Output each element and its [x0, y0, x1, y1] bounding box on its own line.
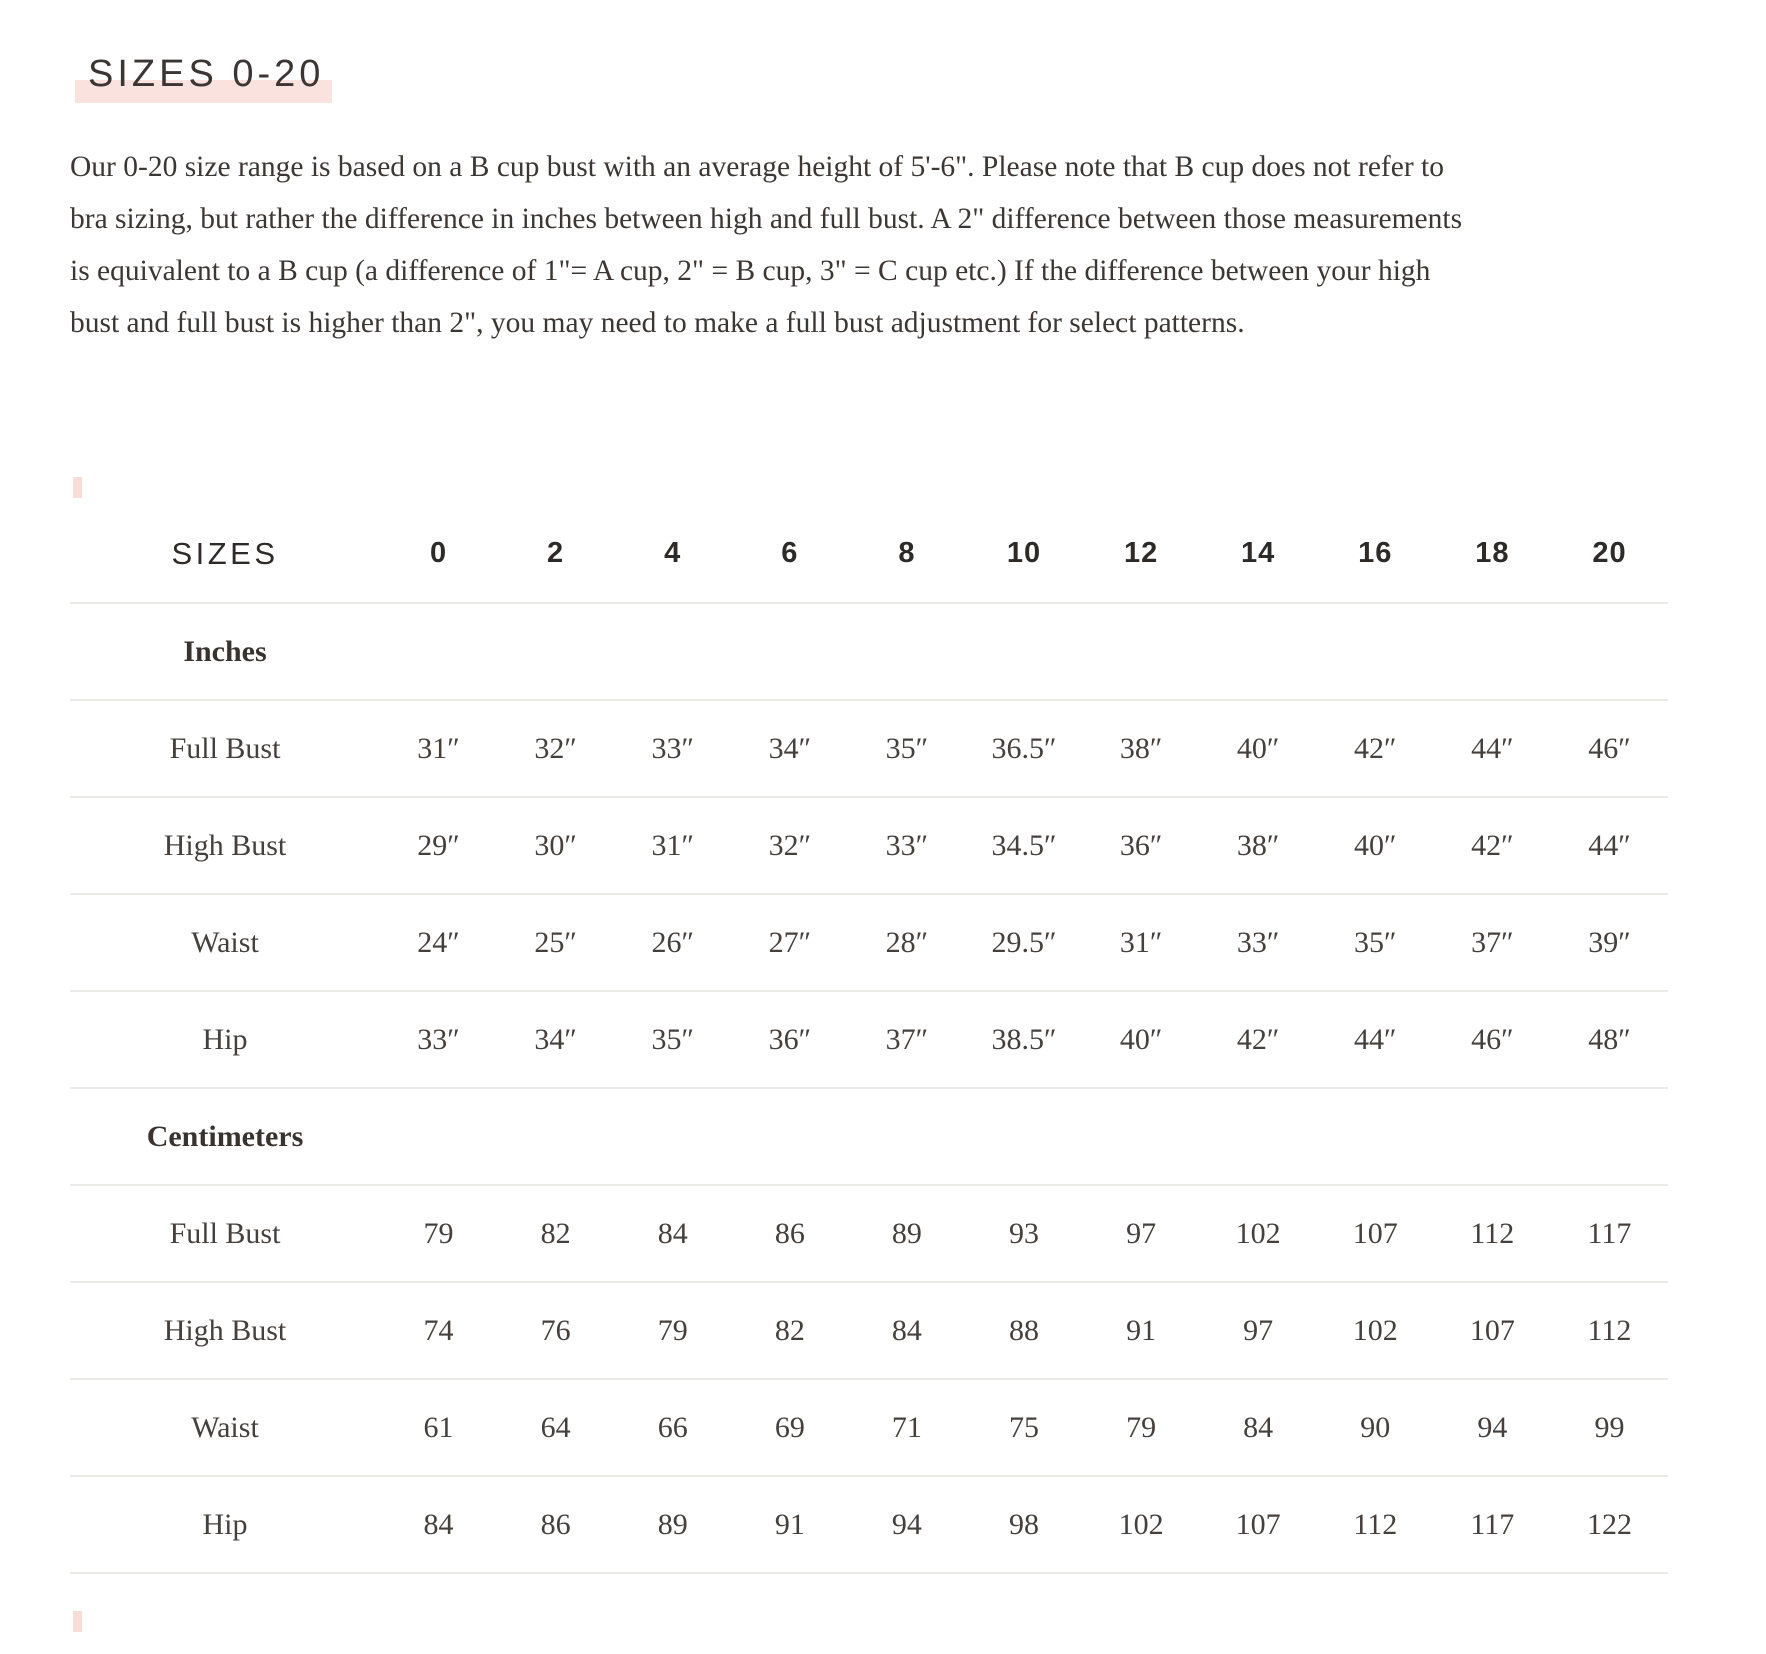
measurement-label: High Bust [163, 828, 287, 862]
empty-cell [848, 604, 965, 699]
measurement-label: Hip [202, 1507, 248, 1541]
measurement-label: Waist [191, 1410, 259, 1444]
measurement-value: 48″ [1588, 1022, 1631, 1056]
measurement-value: 31″ [651, 828, 694, 862]
measurement-value: 34″ [534, 1022, 577, 1056]
measurement-value: 39″ [1588, 925, 1631, 959]
measurement-value: 29.5″ [991, 925, 1057, 959]
measurement-value: 36.5″ [991, 731, 1057, 765]
measurement-value: 28″ [885, 925, 929, 959]
page-title-text: SIZES 0-20 [88, 53, 325, 96]
decorative-pink-mark-bottom [73, 1611, 82, 1632]
measurement-value: 66 [657, 1410, 688, 1444]
measurement-value: 69 [774, 1410, 805, 1444]
measurement-value: 117 [1587, 1216, 1632, 1250]
measurement-value: 122 [1586, 1507, 1632, 1541]
measurement-value: 112 [1470, 1216, 1515, 1250]
measurement-row [70, 798, 1668, 895]
measurement-value: 36″ [1119, 828, 1163, 862]
size-column-header: 20 [1592, 537, 1627, 569]
measurement-value: 35″ [651, 1022, 694, 1056]
empty-cell [497, 604, 614, 699]
empty-cell [380, 604, 497, 699]
measurement-value: 38.5″ [991, 1022, 1057, 1056]
measurement-value: 42″ [1354, 731, 1397, 765]
empty-cell [1200, 1089, 1317, 1184]
empty-cell [614, 1089, 731, 1184]
empty-cell [614, 604, 731, 699]
measurement-value: 64 [540, 1410, 571, 1444]
empty-cell [1551, 604, 1668, 699]
measurement-value: 84 [1243, 1410, 1274, 1444]
measurement-row [70, 992, 1668, 1089]
measurement-value: 33″ [1236, 925, 1280, 959]
size-column-header: 2 [547, 537, 565, 569]
measurement-value: 26″ [651, 925, 694, 959]
measurement-value: 76 [540, 1313, 571, 1347]
measurement-value: 40″ [1236, 731, 1280, 765]
measurement-value: 84 [423, 1507, 454, 1541]
measurement-value: 91 [1126, 1313, 1157, 1347]
size-column-header: 16 [1358, 537, 1393, 569]
measurement-value: 33″ [885, 828, 929, 862]
measurement-value: 34″ [768, 731, 812, 765]
measurement-value: 38″ [1236, 828, 1280, 862]
measurement-value: 35″ [1354, 925, 1397, 959]
measurement-value: 86 [540, 1507, 571, 1541]
measurement-value: 107 [1352, 1216, 1398, 1250]
measurement-value: 31″ [1119, 925, 1163, 959]
unit-section-label: Centimeters [146, 1119, 304, 1153]
measurement-row [70, 701, 1668, 798]
empty-cell [1317, 604, 1434, 699]
measurement-value: 61 [423, 1410, 454, 1444]
measurement-value: 27″ [768, 925, 812, 959]
measurement-value: 102 [1352, 1313, 1398, 1347]
measurement-value: 44″ [1354, 1022, 1397, 1056]
size-table [70, 505, 1668, 1574]
measurement-value: 97 [1126, 1216, 1157, 1250]
size-column-header: 0 [429, 537, 448, 569]
unit-section-row [70, 604, 1668, 701]
empty-cell [380, 1089, 497, 1184]
measurement-value: 30″ [534, 828, 577, 862]
empty-cell [731, 1089, 848, 1184]
table-header-row [70, 505, 1668, 604]
measurement-value: 33″ [651, 731, 694, 765]
measurement-value: 98 [1008, 1507, 1039, 1541]
measurement-value: 94 [891, 1507, 922, 1541]
measurement-value: 93 [1008, 1216, 1039, 1250]
empty-cell [1551, 1089, 1668, 1184]
measurement-value: 42″ [1236, 1022, 1280, 1056]
measurement-value: 112 [1353, 1507, 1398, 1541]
measurement-value: 74 [423, 1313, 454, 1347]
empty-cell [1083, 1089, 1200, 1184]
measurement-value: 32″ [768, 828, 812, 862]
measurement-value: 40″ [1119, 1022, 1163, 1056]
size-column-header: 4 [664, 537, 682, 569]
measurement-value: 75 [1008, 1410, 1039, 1444]
measurement-value: 99 [1594, 1410, 1625, 1444]
measurement-label: Waist [191, 925, 259, 959]
empty-cell [1200, 604, 1317, 699]
measurement-value: 82 [540, 1216, 571, 1250]
empty-cell [731, 604, 848, 699]
empty-cell [965, 604, 1082, 699]
measurement-value: 102 [1235, 1216, 1281, 1250]
size-column-header: 6 [781, 537, 799, 569]
size-column-header: 10 [1006, 537, 1042, 569]
empty-cell [848, 1089, 965, 1184]
measurement-value: 89 [657, 1507, 688, 1541]
measurement-value: 46″ [1588, 731, 1631, 765]
measurement-value: 46″ [1471, 1022, 1514, 1056]
measurement-value: 107 [1469, 1313, 1515, 1347]
size-column-header: 8 [898, 537, 916, 569]
size-column-header: 12 [1123, 537, 1159, 569]
measurement-value: 88 [1008, 1313, 1039, 1347]
measurement-value: 37″ [1471, 925, 1514, 959]
empty-cell [1434, 1089, 1551, 1184]
measurement-value: 37″ [885, 1022, 929, 1056]
measurement-value: 25″ [534, 925, 577, 959]
measurement-value: 71 [891, 1410, 922, 1444]
measurement-value: 84 [891, 1313, 922, 1347]
measurement-value: 94 [1477, 1410, 1508, 1444]
page-title [88, 53, 324, 96]
empty-cell [1083, 604, 1200, 699]
unit-section-row [70, 1089, 1668, 1186]
measurement-value: 33″ [417, 1022, 460, 1056]
empty-cell [965, 1089, 1082, 1184]
unit-section-label: Inches [183, 634, 267, 668]
empty-cell [1434, 604, 1551, 699]
empty-cell [1317, 1089, 1434, 1184]
measurement-value: 36″ [768, 1022, 812, 1056]
measurement-value: 97 [1243, 1313, 1274, 1347]
size-column-header: 18 [1475, 537, 1510, 569]
measurement-row [70, 1283, 1668, 1380]
measurement-row [70, 1380, 1668, 1477]
measurement-label: Full Bust [169, 1216, 281, 1250]
measurement-value: 44″ [1588, 828, 1631, 862]
measurement-value: 79 [657, 1313, 688, 1347]
table-header-sizes: SIZES [171, 535, 279, 571]
measurement-row [70, 1477, 1668, 1574]
measurement-label: High Bust [163, 1313, 287, 1347]
measurement-value: 32″ [534, 731, 577, 765]
measurement-value: 24″ [417, 925, 460, 959]
empty-cell [497, 1089, 614, 1184]
measurement-label: Full Bust [169, 731, 281, 765]
measurement-value: 31″ [417, 731, 460, 765]
measurement-value: 38″ [1119, 731, 1163, 765]
measurement-value: 35″ [885, 731, 929, 765]
measurement-value: 40″ [1354, 828, 1397, 862]
measurement-value: 84 [657, 1216, 688, 1250]
measurement-value: 44″ [1471, 731, 1514, 765]
measurement-value: 112 [1587, 1313, 1632, 1347]
measurement-value: 117 [1470, 1507, 1515, 1541]
measurement-value: 86 [774, 1216, 805, 1250]
decorative-pink-mark-top [73, 477, 82, 498]
size-column-header: 14 [1241, 537, 1276, 569]
measurement-row [70, 1186, 1668, 1283]
measurement-value: 91 [774, 1507, 805, 1541]
measurement-value: 82 [774, 1313, 805, 1347]
measurement-value: 90 [1360, 1410, 1391, 1444]
measurement-value: 102 [1118, 1507, 1164, 1541]
measurement-value: 107 [1235, 1507, 1281, 1541]
measurement-value: 79 [1126, 1410, 1157, 1444]
measurement-value: 34.5″ [991, 828, 1057, 862]
intro-paragraph: Our 0-20 size range is based on a B cup bust with an average height of 5'-6". Please note that B cup does not refer to bra sizing, but rather the difference in inches between high and full bust. A 2" difference between those measurements is equivalent to a B cup (a difference of 1"= A cup, 2" = B cup, 3" = C cup etc.) If the difference between your high bust and full bust is higher than 2", you may need to make a full bust adjustment for select patterns. [70, 150, 1463, 339]
measurement-label: Hip [202, 1022, 248, 1056]
measurement-value: 29″ [417, 828, 460, 862]
measurement-value: 89 [891, 1216, 922, 1250]
measurement-value: 79 [423, 1216, 454, 1250]
measurement-value: 42″ [1471, 828, 1514, 862]
measurement-row [70, 895, 1668, 992]
